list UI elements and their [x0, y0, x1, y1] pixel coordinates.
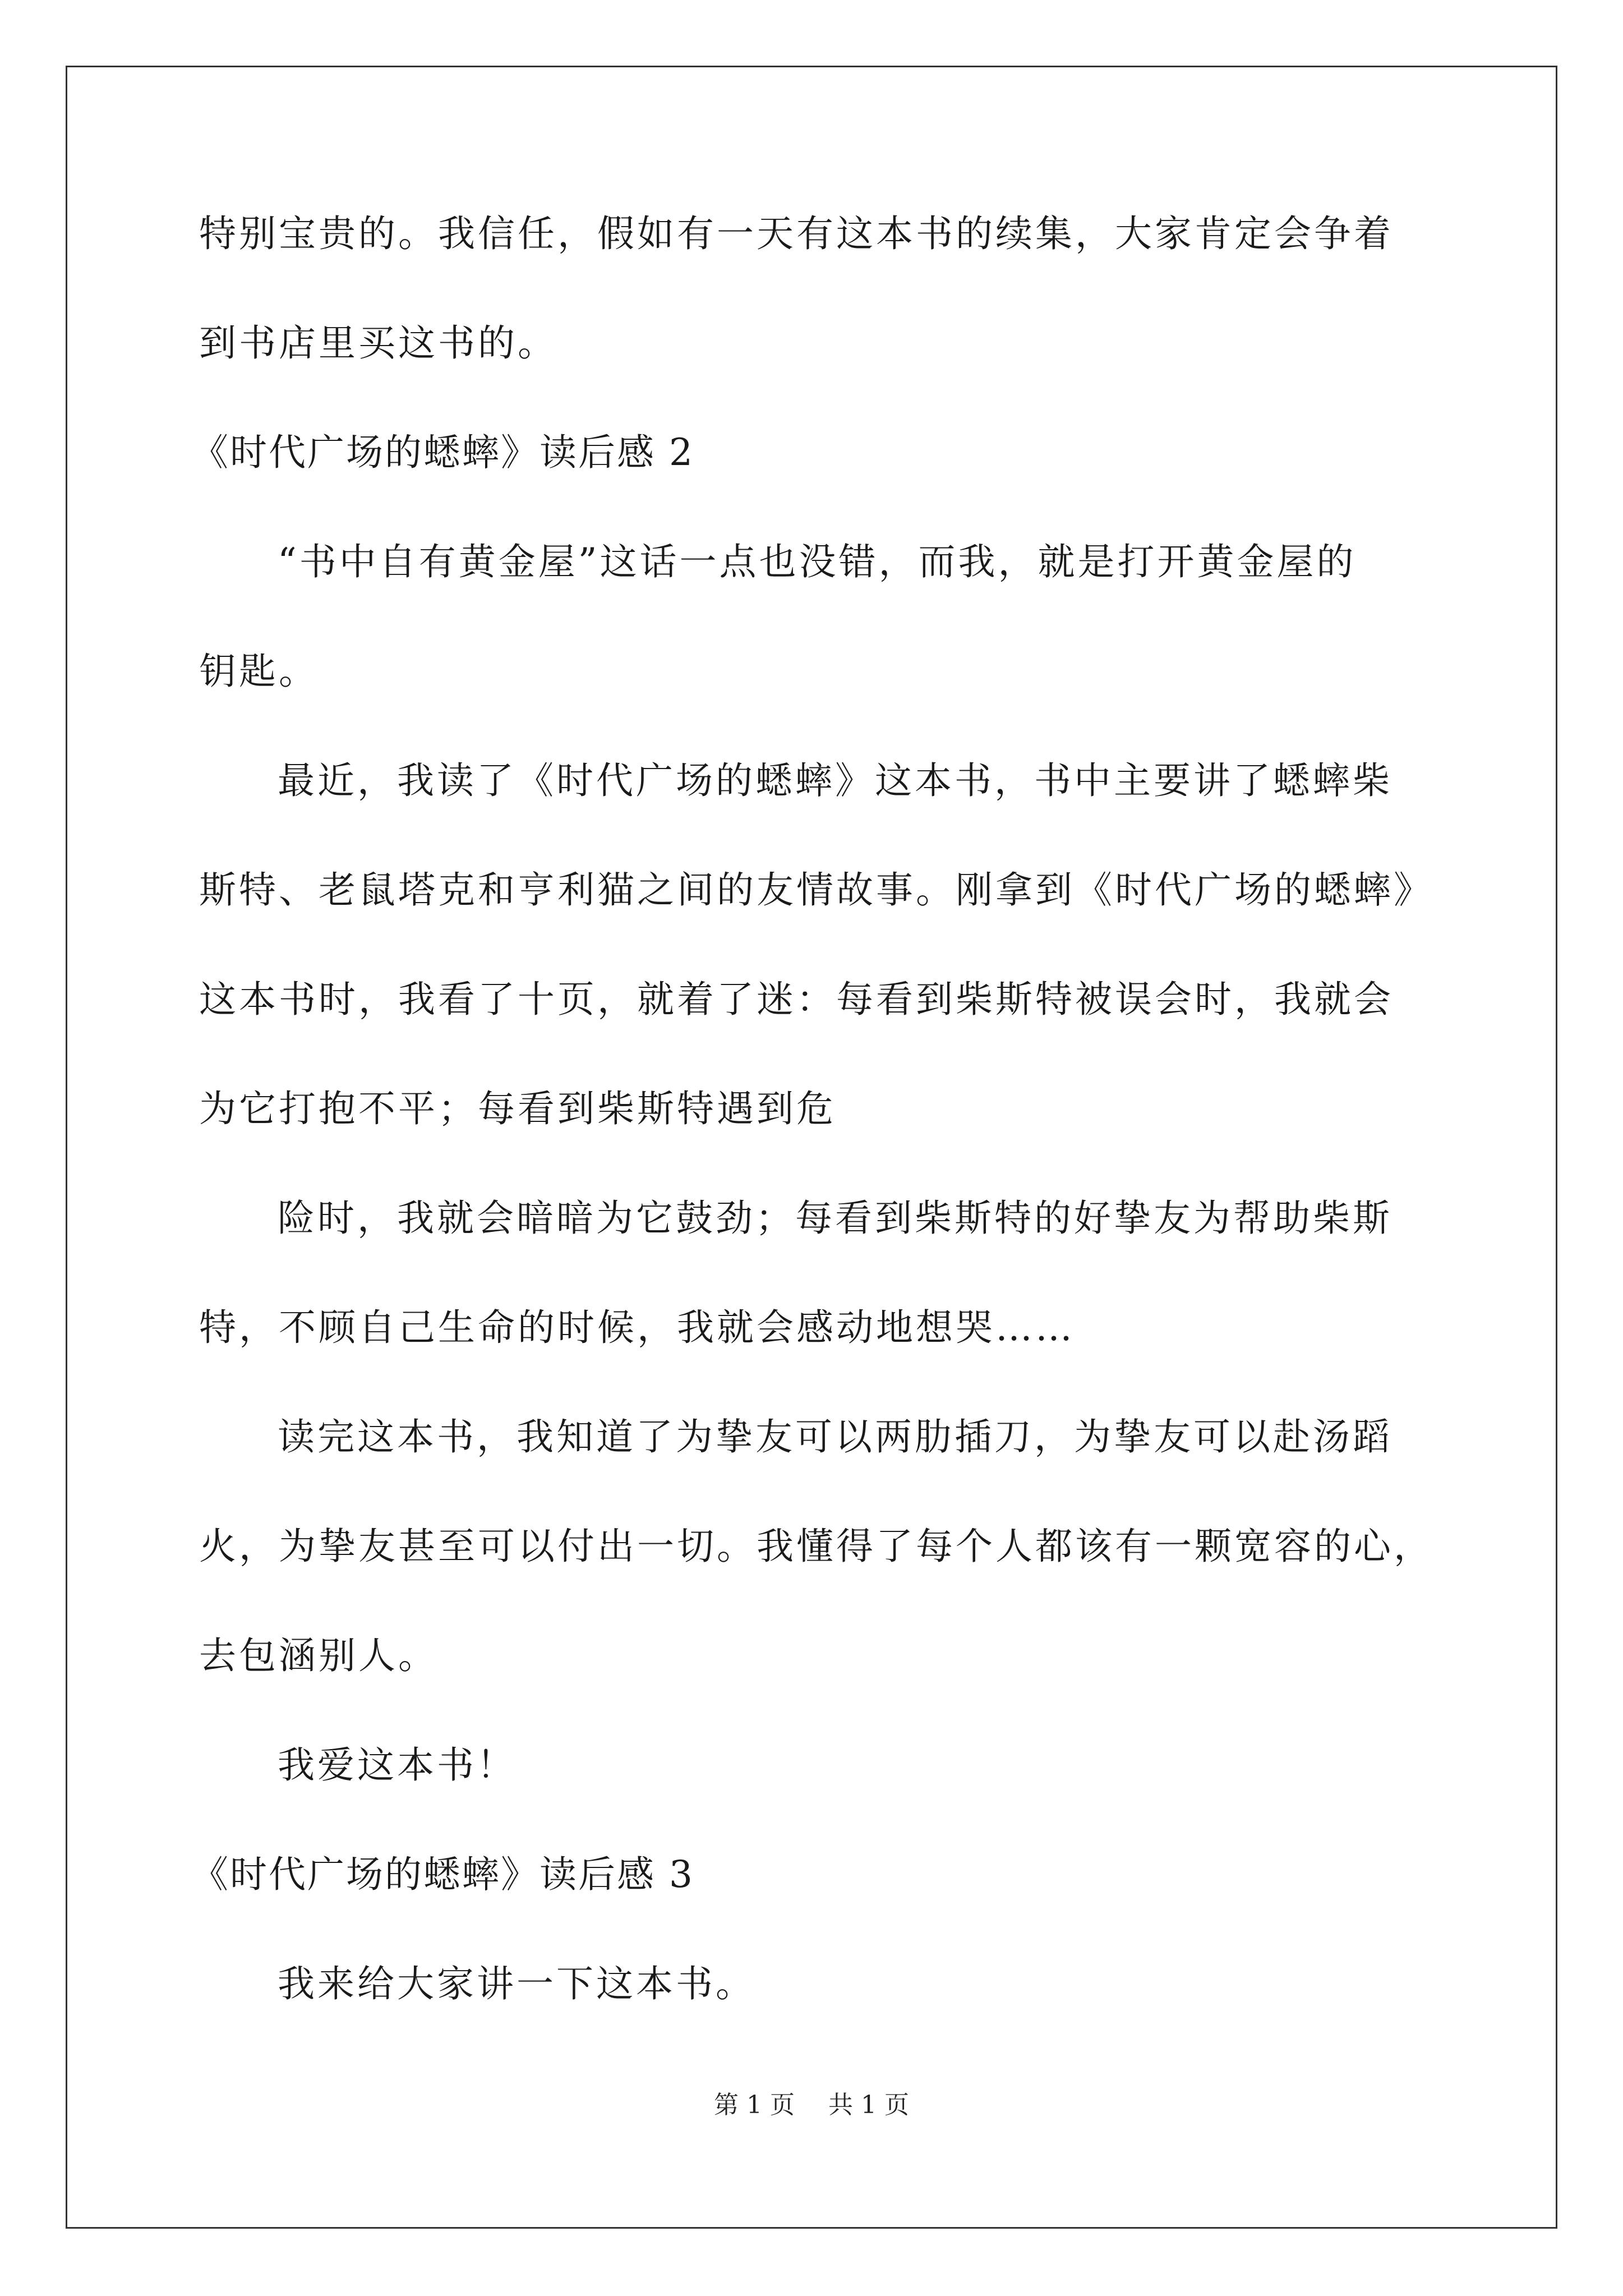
- paragraph-line: 我爱这本书！: [278, 1743, 517, 1787]
- page-total: 共 1 页: [828, 2091, 909, 2119]
- paragraph-line: 读完这本书，我知道了为挚友可以两肋插刀，为挚友可以赴汤蹈: [278, 1415, 1393, 1458]
- paragraph-line: 火，为挚友甚至可以付出一切。我懂得了每个人都该有一颗宽容的心，: [199, 1525, 1433, 1568]
- section-heading: 《时代广场的蟋蟀》读后感 2: [191, 431, 694, 474]
- paragraph-line: 到书店里买这书的。: [199, 321, 557, 365]
- paragraph-line: 斯特、老鼠塔克和亨利猫之间的友情故事。刚拿到《时代广场的蟋蟀》: [199, 868, 1433, 912]
- paragraph-line: 为它打抱不平；每看到柴斯特遇到危: [199, 1087, 836, 1130]
- document-body: [191, 209, 1461, 2009]
- paragraph-line: 特别宝贵的。我信任，假如有一天有这本书的续集，大家肯定会争着: [199, 212, 1394, 255]
- page-footer: [0, 2090, 1623, 2121]
- section-heading: 《时代广场的蟋蟀》读后感 3: [191, 1853, 694, 1896]
- paragraph-line: 钥匙。: [199, 650, 319, 693]
- paragraph-line: 特，不顾自己生命的时候，我就会感动地想哭……: [199, 1306, 1075, 1349]
- paragraph-line: “书中自有黄金屋”这话一点也没错，而我，就是打开黄金屋的: [278, 540, 1357, 583]
- paragraph-line: 最近，我读了《时代广场的蟋蟀》这本书，书中主要讲了蟋蟀柴: [278, 759, 1393, 802]
- page-number: 第 1 页: [714, 2091, 795, 2119]
- paragraph-line: 去包涵别人。: [199, 1634, 438, 1677]
- paragraph-line: 我来给大家讲一下这本书。: [278, 1962, 755, 2005]
- paragraph-line: 险时，我就会暗暗为它鼓劲；每看到柴斯特的好挚友为帮助柴斯: [278, 1197, 1393, 1240]
- paragraph-line: 这本书时，我看了十页，就着了迷：每看到柴斯特被误会时，我就会: [199, 978, 1394, 1021]
